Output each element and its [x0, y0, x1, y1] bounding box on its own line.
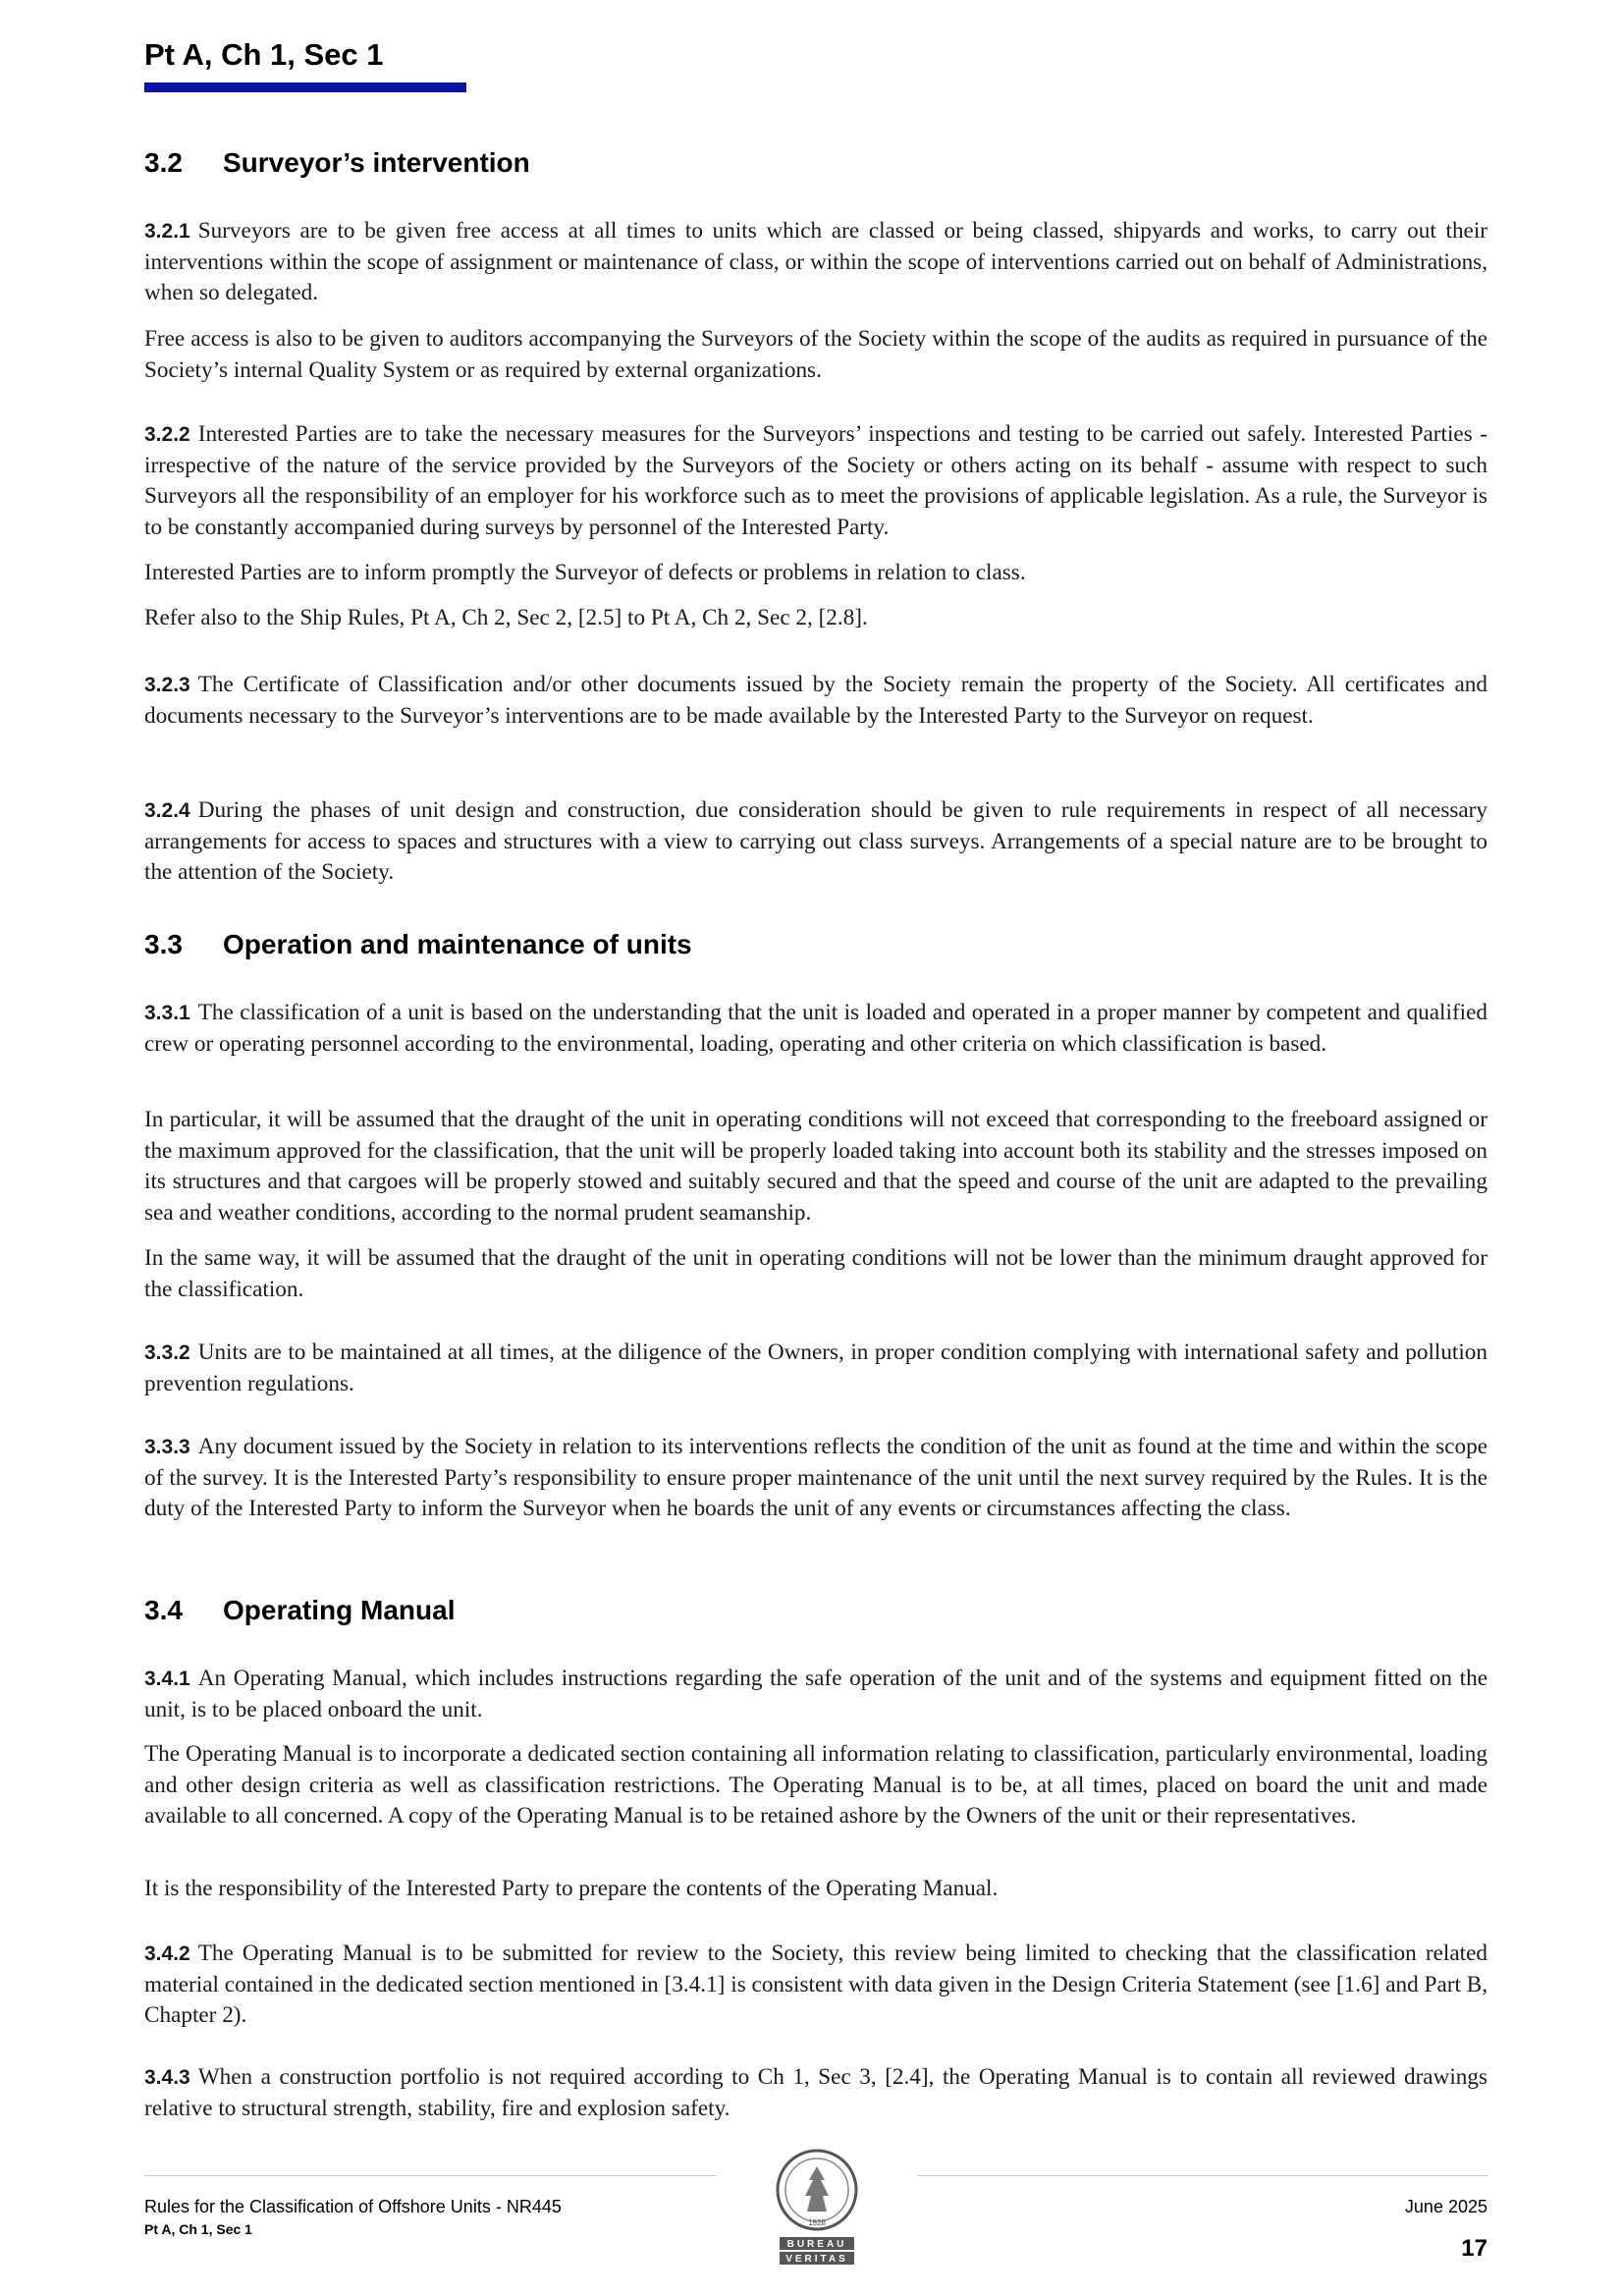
para-3-3-3 [144, 1432, 1487, 1525]
para-text: In particular, it will be assumed that the draught of the unit in operating conditions will not exceed that corresponding to the freeboard assigned or the maximum approved for the classification, that the unit will be properly loaded taking into account both its stability and the stresses imposed on its structures and that cargoes will be properly stowed and suitably secured and that the speed and course of the unit are adapted to the prevailing sea and weather conditions, according to the normal prudent seamanship. [144, 1107, 1487, 1226]
section-number: 3.4 [144, 1595, 183, 1625]
footer-rule-left [144, 2175, 717, 2176]
para-3-2-2-c [144, 603, 1487, 634]
logo-text-veritas: VERITAS [785, 2254, 848, 2265]
bureau-veritas-logo [768, 2141, 866, 2269]
para-number: 3.3.1 [144, 1002, 190, 1024]
para-text: The Operating Manual is to be submitted for review to the Society, this review being limited to checking that the classification related material contained in the dedicated section mentioned in [3.4.1] is consistent with data given in the Design Criteria Statement (see [1.6] and Part B, Chapter 2). [144, 1941, 1487, 2028]
logo-year: 1828 [808, 2218, 826, 2227]
para-3-3-1-c [144, 1243, 1487, 1305]
section-heading [144, 147, 1487, 179]
section-3-3 [144, 929, 1487, 960]
para-number: 3.4.2 [144, 1942, 190, 1965]
para-3-3-2 [144, 1338, 1487, 1399]
para-3-4-2 [144, 1939, 1487, 2032]
para-text: During the phases of unit design and construction, due consideration should be given to rule requirements in respect of all necessary arrangements for access to spaces and structures with a view to carrying out class surveys. Arrangements of a special nature are to be brought to the attention of the Society. [144, 797, 1487, 885]
para-text: The Certificate of Classification and/or other documents issued by the Society remain the property of the Society. All certificates and documents necessary to the Surveyor’s interventions are to be made available by the Interested Party to the Surveyor on request. [144, 672, 1487, 729]
para-3-4-1-b [144, 1739, 1487, 1832]
footer-doc-title: Rules for the Classification of Offshore Units - NR445 [144, 2197, 562, 2216]
section-number: 3.2 [144, 147, 183, 178]
para-3-3-1-b [144, 1105, 1487, 1229]
para-text: Refer also to the Ship Rules, Pt A, Ch 2, Sec 2, [2.5] to Pt A, Ch 2, Sec 2, [2.8]. [144, 605, 868, 630]
para-text: An Operating Manual, which includes instructions regarding the safe operation of the unit and of the systems and equipment fitted on the unit, is to be placed onboard the unit. [144, 1666, 1487, 1722]
para-text: It is the responsibility of the Interested Party to prepare the contents of the Operating Manual. [144, 1876, 999, 1901]
para-3-4-3 [144, 2062, 1487, 2124]
para-number: 3.2.4 [144, 799, 190, 822]
section-3-4 [144, 1595, 1487, 1626]
para-text: Surveyors are to be given free access at all times to units which are classed or being classed, shipyards and works, to carry out their interventions within the scope of assignment or maintenance of class, or within the scope of interventions carried out on behalf of Administrations, when so delegated. [144, 218, 1487, 305]
para-text: When a construction portfolio is not required according to Ch 1, Sec 3, [2.4], the Operating Manual is to contain all reviewed drawings relative to structural strength, stability, fire and explosion safety. [144, 2064, 1487, 2121]
section-number: 3.3 [144, 929, 183, 959]
para-text: The Operating Manual is to incorporate a dedicated section containing all information relating to classification, particularly environmental, loading and other design criteria as well as classification restrictions. The Operating Manual is to be, at all times, placed on board the unit and made available to all concerned. A copy of the Operating Manual is to be retained ashore by the Owners of the unit or their representatives. [144, 1741, 1487, 1829]
para-3-3-1 [144, 998, 1487, 1060]
para-3-2-4 [144, 795, 1487, 889]
footer-date: June 2025 [1404, 2197, 1487, 2216]
section-heading [144, 1595, 1487, 1626]
para-text: Interested Parties are to inform promptly the Surveyor of defects or problems in relation to class. [144, 560, 1026, 585]
section-title: Operating Manual [223, 1595, 456, 1625]
footer-doc-section: Pt A, Ch 1, Sec 1 [144, 2221, 252, 2237]
para-number: 3.3.2 [144, 1341, 190, 1364]
para-3-2-2 [144, 419, 1487, 543]
page-number: 17 [1461, 2235, 1487, 2262]
para-3-2-3 [144, 670, 1487, 732]
para-text: In the same way, it will be assumed that the draught of the unit in operating conditions will not be lower than the minimum draught approved for the classification. [144, 1245, 1487, 1302]
section-3-2 [144, 147, 1487, 179]
para-text: Interested Parties are to take the necessary measures for the Surveyors’ inspections and testing to be carried out safely. Interested Parties - irrespective of the nature of the service provided by the Surveyors of the Society or others acting on its behalf - assume with respect to such Surveyors all the responsibility of an employer for his workforce such as to meet the provisions of applicable legislation. As a rule, the Surveyor is to be constantly accompanied during surveys by personnel of the Interested Party. [144, 421, 1487, 540]
section-title: Operation and maintenance of units [223, 929, 692, 959]
para-text: Any document issued by the Society in relation to its interventions reflects the condition of the unit as found at the time and within the scope of the survey. It is the Interested Party’s responsibility to ensure proper maintenance of the unit until the next survey required by the Rules. It is the duty of the Interested Party to inform the Surveyor when he boards the unit of any events or circumstances affecting the class. [144, 1434, 1487, 1521]
para-number: 3.4.3 [144, 2066, 190, 2089]
para-text: Free access is also to be given to auditors accompanying the Surveyors of the Society within the scope of the audits as required in pursuance of the Society’s internal Quality System or as required by external organizations. [144, 326, 1487, 383]
running-head: Pt A, Ch 1, Sec 1 [144, 37, 384, 72]
logo-text-bureau: BUREAU [786, 2239, 847, 2250]
para-3-4-1-c [144, 1874, 1487, 1905]
para-text: Units are to be maintained at all times, at the diligence of the Owners, in proper condition complying with international safety and pollution prevention regulations. [144, 1339, 1487, 1396]
para-3-4-1 [144, 1664, 1487, 1725]
para-number: 3.4.1 [144, 1667, 190, 1690]
section-title: Surveyor’s intervention [223, 147, 530, 178]
para-number: 3.2.3 [144, 674, 190, 696]
section-heading [144, 929, 1487, 960]
para-text: The classification of a unit is based on the understanding that the unit is loaded and operated in a proper manner by competent and qualified crew or operating personnel according to the environmental, loading, operating and other criteria on which classification is based. [144, 1000, 1487, 1057]
para-number: 3.3.3 [144, 1436, 190, 1458]
para-3-2-2-b [144, 558, 1487, 589]
footer-rule-right [917, 2175, 1488, 2176]
para-number: 3.2.1 [144, 220, 190, 243]
para-3-2-1 [144, 216, 1487, 309]
header-accent-bar [144, 82, 466, 92]
para-3-2-1-b [144, 324, 1487, 386]
para-number: 3.2.2 [144, 423, 190, 446]
